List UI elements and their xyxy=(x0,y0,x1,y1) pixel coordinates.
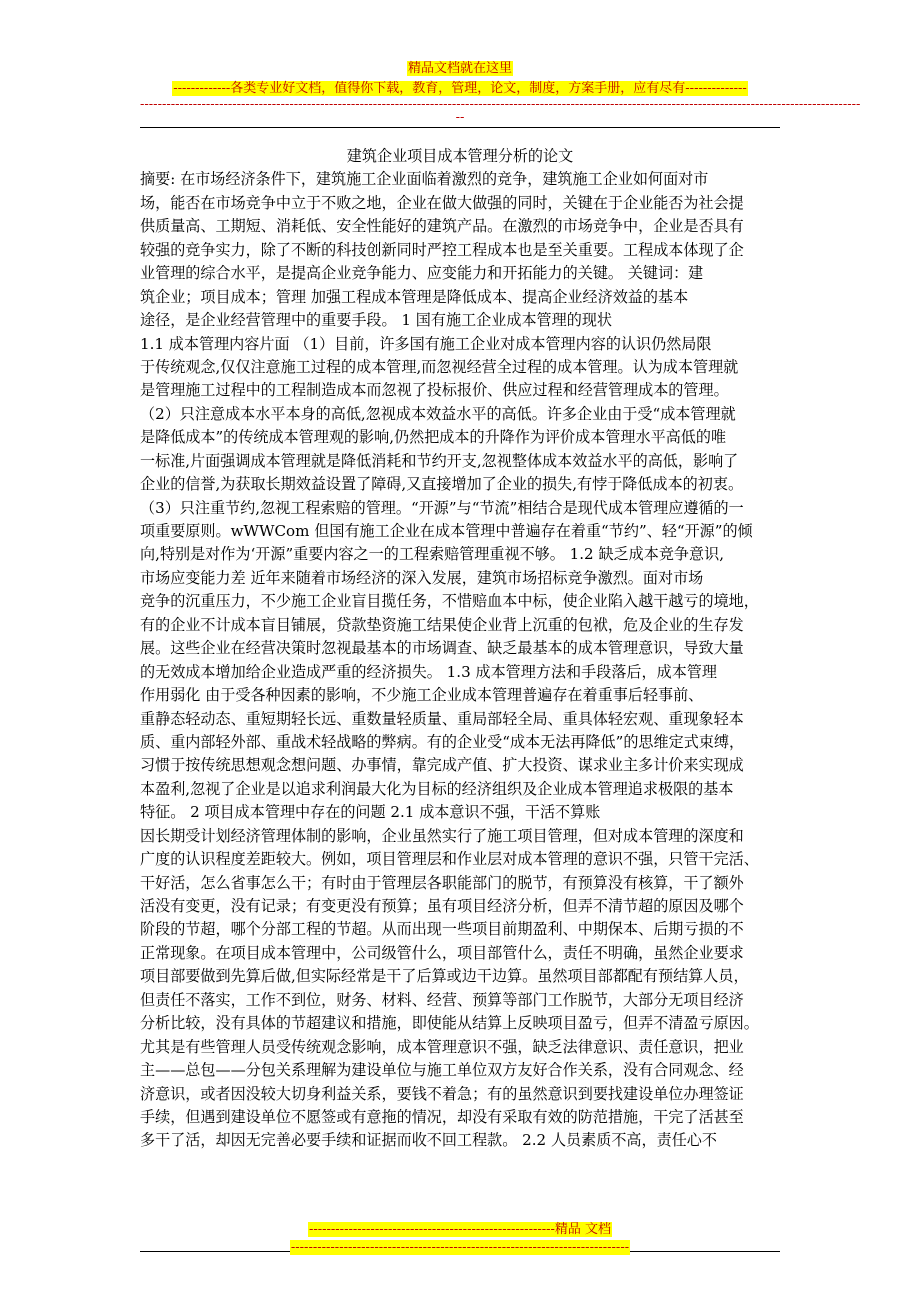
article-line: 活没有变更，没有记录；有变更没有预算；虽有项目经济分析，但弄不清节超的原因及哪个 xyxy=(140,897,744,915)
header-banner-title xyxy=(0,57,920,77)
article-line: 筑企业；项目成本；管理 加强工程成本管理是降低成本、提高企业经济效益的基本 xyxy=(140,287,689,306)
article-line: 质、重内部轻外部、重战术轻战略的弊病。有的企业受“成本无法再降低”的思维定式束缚， xyxy=(140,732,745,751)
article-line: 于传统观念,仅仅注意施工过程的成本管理,而忽视经营全过程的成本管理。认为成本管理就 xyxy=(140,357,739,376)
article-line: 尤其是有些管理人员受传统观念影响，成本管理意识不强，缺乏法律意识、责任意识，把业 xyxy=(140,1037,744,1056)
article-line: 市场应变能力差 近年来随着市场经济的深入发展，建筑市场招标竞争激烈。面对市场 xyxy=(140,568,704,587)
article-line: 是管理施工过程中的工程制造成本而忽视了投标报价、供应过程和经营管理成本的管理。 xyxy=(140,381,729,400)
article-line: 重静态轻动态、重短期轻长远、重数量轻质量、重局部轻全局、重具体轻宏观、重现象轻本 xyxy=(140,709,744,728)
article-line: 手续，但遇到建设单位不愿签或有意拖的情况，却没有采取有效的防范措施，干完了活甚至 xyxy=(140,1107,744,1126)
article-line: 是降低成本”的传统成本管理观的影响,仍然把成本的升降作为评价成本管理水平高低的唯 xyxy=(140,428,727,447)
header-banner-tagline xyxy=(0,77,920,97)
article-line: 但责任不落实，工作不到位，财务、材料、经营、预算等部门工作脱节，大部分无项目经济 xyxy=(140,990,744,1009)
footer-banner-text: --------------------------------------------------------精品 文档 xyxy=(308,1222,612,1237)
article-line: 干好活，怎么省事怎么干；有时由于管理层各职能部门的脱节，有预算没有核算，干了额外 xyxy=(140,873,744,892)
article-line: （3）只注重节约,忽视工程索赔的管理。“开源”与“节流”相结合是现代成本管理应遵循的一 xyxy=(140,498,744,517)
footer-banner-2 xyxy=(0,1236,920,1256)
article-line: 1.1 成本管理内容片面 （1）目前，许多国有施工企业对成本管理内容的认识仍然局限 xyxy=(140,334,712,353)
article-line: 本盈利,忽视了企业是以追求利润最大化为目标的经济组织及企业成本管理追求极限的基本 xyxy=(140,779,734,798)
article-line: 项目部要做到先算后做,但实际经常是干了后算或边干边算。虽然项目部都配有预结算人员， xyxy=(140,967,749,986)
article-line: （2）只注意成本水平本身的高低,忽视成本效益水平的高低。许多企业由于受“成本管理就 xyxy=(140,404,736,423)
article-line: 展。这些企业在经营决策时忽视最基本的市场调查、缺乏最基本的成本管理意识，导致大量 xyxy=(140,639,744,658)
article-line: 竞争的沉重压力，不少施工企业盲目揽任务，不惜赔血本中标，使企业陷入越干越亏的境地， xyxy=(140,592,759,611)
article-line: 正常现象。在项目成本管理中，公司级管什么，项目部管什么，责任不明确，虽然企业要求 xyxy=(140,943,744,962)
article-line: 多干了活，却因无完善必要手续和证据而收不回工程款。 2.2 人员素质不高，责任心不 xyxy=(140,1131,717,1150)
article-line: 向,特别是对作为‘开源”重要内容之一的工程索赔管理重视不够。 1.2 缺乏成本竞争意识, xyxy=(140,545,724,564)
article-line: 一标准,片面强调成本管理就是降低消耗和节约开支,忽视整体成本效益水平的高低，影响了 xyxy=(140,451,739,470)
header-banner-title-text: 精品文档就在这里 xyxy=(407,61,512,76)
article-line: 阶段的节超，哪个分部工程的节超。从而出现一些项目前期盈利、中期保本、后期亏损的不 xyxy=(140,920,744,939)
article-line: 业管理的综合水平，是提高企业竞争能力、应变能力和开拓能力的关键。 关键词：建 xyxy=(140,264,704,283)
footer-banner xyxy=(0,1218,920,1238)
header-dash-line: -------------------------------------------------------------------------------------------------------------------------------------------------------------------- xyxy=(140,97,861,112)
article-line: 特征。 2 项目成本管理中存在的问题 2.1 成本意识不强，干活不算账 xyxy=(140,803,601,822)
article-line: 有的企业不计成本盲目铺展，贷款垫资施工结果使企业背上沉重的包袱，危及企业的生存发 xyxy=(140,615,744,634)
article-line: 摘要: 在市场经济条件下，建筑施工企业面临着激烈的竞争，建筑施工企业如何面对市 xyxy=(140,170,709,189)
article-line: 习惯于按传统思想观念想问题、办事情，靠完成产值、扩大投资、谋求业主多计价来实现成 xyxy=(140,756,744,775)
article-line: 济意识，或者因没较大切身利益关系，要钱不着急；有的虽然意识到要找建设单位办理签证 xyxy=(140,1084,744,1103)
article-line: 广度的认识程度差距较大。例如，项目管理层和作业层对成本管理的意识不强，只管干完活、 xyxy=(140,850,759,869)
header-dash-tail: -- xyxy=(455,110,465,125)
article-body xyxy=(140,145,780,1153)
article-line: 场，能否在市场竞争中立于不败之地，企业在做大做强的同时，关键在于企业能否为社会提 xyxy=(140,193,744,212)
article-title: 建筑企业项目成本管理分析的论文 xyxy=(346,147,574,165)
article-line: 分析比较，没有具体的节超建议和措施，即使能从结算上反映项目盈亏，但弄不清盈亏原因。 xyxy=(140,1014,759,1033)
article-line: 企业的信誉,为获取长期效益设置了障碍,又直接增加了企业的损失,有悖于降低成本的初衷。 xyxy=(140,475,744,494)
article-line: 项重要原则。wWWCom 但国有施工企业在成本管理中普遍存在着重“节约”、轻“开源”的倾 xyxy=(140,522,753,540)
header-rule xyxy=(140,127,780,128)
header-banner-tagline-text: -------------各类专业好文档，值得你下载，教育，管理，论文，制度，方案手册，应有尽有-------------- xyxy=(173,81,747,96)
article-line: 较强的竞争实力，除了不断的科技创新同时严控工程成本也是至关重要。工程成本体现了企 xyxy=(140,240,744,259)
article-line: 作用弱化 由于受各种因素的影响，不少施工企业成本管理普遍存在着重事后轻事前、 xyxy=(140,686,704,705)
article-line: 的无效成本增加给企业造成严重的经济损失。 1.3 成本管理方法和手段落后，成本管理 xyxy=(140,662,717,681)
article-line: 途径，是企业经营管理中的重要手段。 1 国有施工企业成本管理的现状 xyxy=(140,311,613,330)
footer-banner-2-text: ----------------------------------------------------------------------------- xyxy=(290,1240,630,1255)
article-line: 供质量高、工期短、消耗低、安全性能好的建筑产品。在激烈的市场竞争中，企业是否具有 xyxy=(140,217,744,236)
article-line: 因长期受计划经济管理体制的影响，企业虽然实行了施工项目管理，但对成本管理的深度和 xyxy=(140,826,744,845)
article-line: 主——总包——分包关系理解为建设单位与施工单位双方友好合作关系，没有合同观念、经 xyxy=(140,1061,744,1080)
